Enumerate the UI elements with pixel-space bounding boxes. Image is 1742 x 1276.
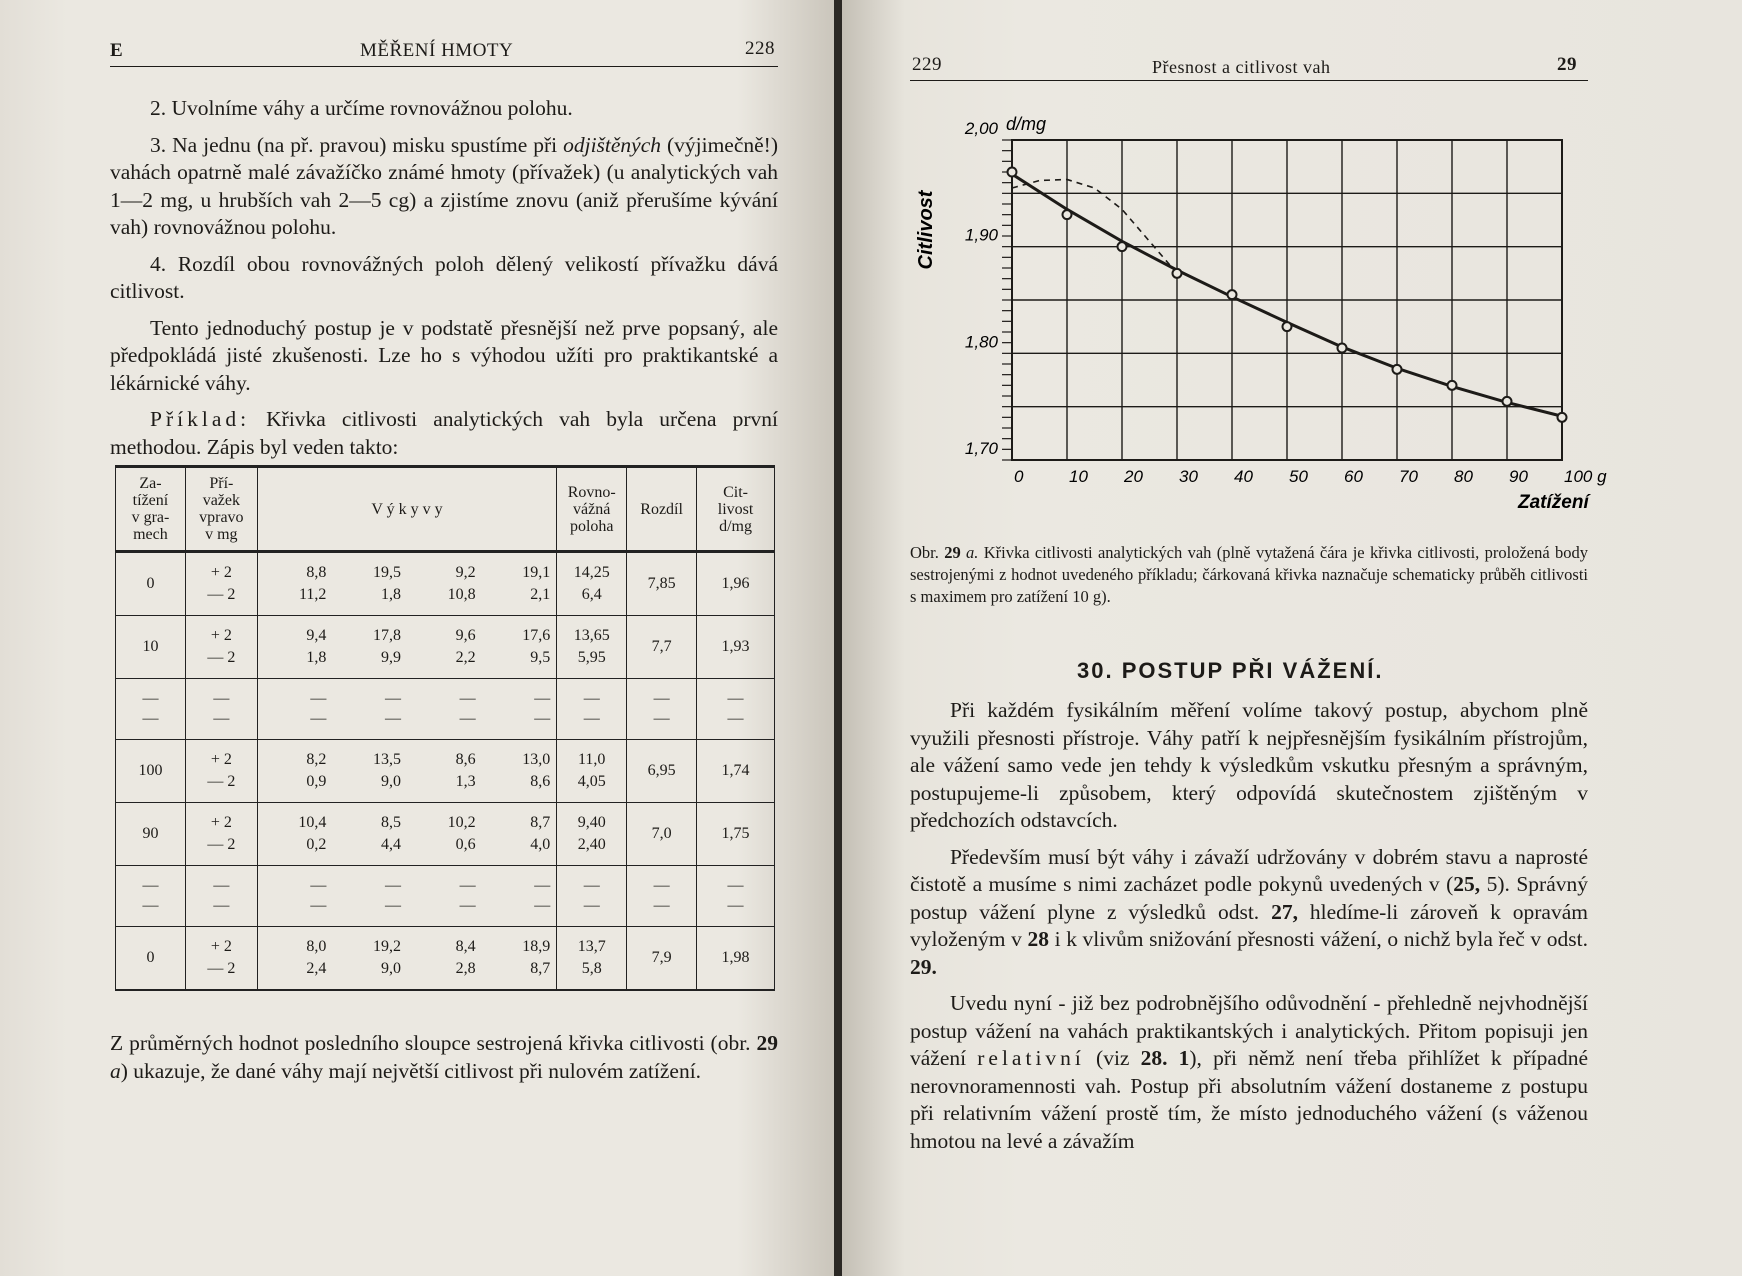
step-2: 2. Uvolníme váhy a určíme rovnovážnou polohu. <box>150 96 573 120</box>
rider-plus: + 2 <box>210 751 232 768</box>
dash-cell: — — — — — — — — <box>257 866 556 927</box>
x-tick-label: 90 <box>1509 467 1528 486</box>
cell-load: 100 <box>116 740 186 803</box>
dash-cell: — — <box>627 866 697 927</box>
y-tick-label: 1,80 <box>964 332 998 352</box>
swing-value: 9,9 <box>381 649 402 666</box>
swing-value: 2,1 <box>530 586 551 603</box>
eq-value: 5,8 <box>581 960 602 977</box>
eq-value: 11,0 <box>578 751 606 768</box>
swing-value: 8,8 <box>306 564 327 581</box>
cell-sensitivity: 1,74 <box>697 740 775 803</box>
page-number-right: 229 <box>912 54 942 75</box>
data-point <box>1173 269 1182 278</box>
dash-cell: — — <box>185 866 257 927</box>
swing-value: 1,8 <box>381 586 402 603</box>
header-rider: Pří- važek vpravo v mg <box>185 467 257 552</box>
rider-plus: + 2 <box>210 627 232 644</box>
swing-value: 10,4 <box>298 814 327 831</box>
x-tick-label: 0 <box>1014 467 1024 486</box>
swing-value: 13,5 <box>373 751 402 768</box>
data-point <box>1118 242 1127 251</box>
swing-value: 10,8 <box>447 586 476 603</box>
y-axis-label: Citlivost <box>915 190 937 270</box>
swing-value: 0,6 <box>455 836 476 853</box>
dash-cell: — — <box>697 679 775 740</box>
head-rule <box>110 66 778 67</box>
dash-cell: — — <box>627 679 697 740</box>
cell-difference: 7,7 <box>627 616 697 679</box>
cell-difference: 7,0 <box>627 803 697 866</box>
right-text <box>910 697 1588 1164</box>
figure-caption: Obr. 29 a. Křivka citlivosti analytických vah (plně vytažená čára je křivka citlivosti, proložená body sestrojenými z hodnot uvedeného příkladu; čárkovaná křivka naznačuje schematicky průběh citlivosti s maximem pro zatížení 10 g). <box>910 543 1588 606</box>
sensitivity-chart <box>902 110 1622 540</box>
x-tick-label: 20 <box>1124 467 1143 486</box>
cell-load: 0 <box>116 927 186 991</box>
eq-value: 4,05 <box>577 773 606 790</box>
cell-sensitivity: 1,75 <box>697 803 775 866</box>
head-title-right: Přesnost a citlivost vah <box>1152 57 1331 77</box>
head-letter: E <box>110 40 124 61</box>
swing-value: 9,0 <box>381 773 402 790</box>
swing-value: 0,2 <box>306 836 327 853</box>
cell-sensitivity: 1,93 <box>697 616 775 679</box>
dash-cell: — — <box>557 679 627 740</box>
header-swings: V ý k y v y <box>257 467 556 552</box>
swing-value: 8,4 <box>455 938 476 955</box>
cell-equilibrium <box>557 616 627 679</box>
swing-value: 9,2 <box>455 564 476 581</box>
cell-rider <box>185 616 257 679</box>
rider-minus: — 2 <box>207 773 236 790</box>
header-difference: Rozdíl <box>627 467 697 552</box>
x-tick-label: 80 <box>1454 467 1473 486</box>
swing-value: 8,0 <box>306 938 327 955</box>
dash-cell: — — <box>116 866 186 927</box>
y-tick-label: 1,70 <box>964 439 998 458</box>
table-row <box>116 552 775 616</box>
cell-rider <box>185 552 257 616</box>
x-tick-label: 40 <box>1234 467 1253 486</box>
data-point <box>1228 290 1237 299</box>
dash-cell: — — — — — — — — <box>257 679 556 740</box>
swing-value: 8,2 <box>306 751 327 768</box>
dash-cell: — — <box>185 679 257 740</box>
dash-cell: — — <box>557 866 627 927</box>
swing-value: 2,2 <box>455 649 476 666</box>
left-page <box>0 0 838 1276</box>
header-sensitivity: Cit- livost d/mg <box>697 467 775 552</box>
rider-minus: — 2 <box>207 649 236 666</box>
sensitivity-table <box>115 465 775 991</box>
eq-value: 9,40 <box>577 814 606 831</box>
swing-value: 17,8 <box>373 627 402 644</box>
y-tick-label: 2,00 <box>964 119 998 138</box>
swing-value: 8,7 <box>530 814 551 831</box>
cell-equilibrium <box>557 803 627 866</box>
cell-equilibrium <box>557 927 627 991</box>
rider-plus: + 2 <box>210 814 232 831</box>
dash-cell: — — <box>697 866 775 927</box>
x-axis-label: Zatížení <box>1518 492 1589 513</box>
left-text-top <box>110 95 778 470</box>
cell-difference: 7,85 <box>627 552 697 616</box>
cell-equilibrium <box>557 740 627 803</box>
swing-value: 8,6 <box>530 773 551 790</box>
swing-value: 8,6 <box>455 751 476 768</box>
eq-value: 13,7 <box>577 938 606 955</box>
table-row <box>116 866 775 927</box>
page-number: 228 <box>745 38 775 59</box>
step-3: 3. Na jednu (na př. pravou) misku spustíme při odjištěných (výjimečně!) vahách opatrně malé závažíčko známé hmoty (přívažek) (u analytických vah 1—2 mg, u hrubších vah 2—5 cg) a zjistíme znovu (aniž přerušíme kývání vah) rovnovážnou polohu. <box>110 132 779 239</box>
table-row <box>116 679 775 740</box>
cell-equilibrium <box>557 552 627 616</box>
cell-swings <box>257 803 556 866</box>
rider-plus: + 2 <box>210 564 232 581</box>
x-tick-label: 70 <box>1399 467 1418 486</box>
data-point <box>1503 397 1512 406</box>
swing-value: 4,0 <box>530 836 551 853</box>
section-title: 30. POSTUP PŘI VÁŽENÍ. <box>1077 658 1384 683</box>
swing-value: 1,8 <box>306 649 327 666</box>
dash-cell: — — <box>116 679 186 740</box>
table-row <box>116 927 775 991</box>
swing-value: 19,1 <box>522 564 551 581</box>
header-equilibrium: Rovno- vážná poloha <box>557 467 627 552</box>
swing-value: 9,0 <box>381 960 402 977</box>
x-tick-label: 100 g <box>1564 467 1607 486</box>
cell-rider <box>185 740 257 803</box>
data-point <box>1338 344 1347 353</box>
y-tick-label: 1,90 <box>964 225 998 245</box>
para-2: Především musí být váhy i závaží udržovány v dobrém stavu a naprosté čistotě a musíme s nimi zacházet podle pokynů uvedených v (25, 5). Správný postup vážení plyne z výsledků odst. 27, hledíme-li zároveň k opravám vyloženým v 28 i k vlivům snižování přesnosti vážení, o nichž byla řeč v odst. 29. <box>910 844 1588 979</box>
eq-value: 13,65 <box>573 627 610 644</box>
data-point <box>1393 365 1402 374</box>
x-tick-label: 10 <box>1069 467 1088 486</box>
step-4: 4. Rozdíl obou rovnovážných poloh dělený velikostí přívažku dává citlivost. <box>110 251 778 303</box>
data-point <box>1283 322 1292 331</box>
swing-value: 9,5 <box>530 649 551 666</box>
swing-value: 2,4 <box>306 960 327 977</box>
header-load: Za- tížení v gra- mech <box>116 467 186 552</box>
eq-value: 2,40 <box>577 836 606 853</box>
swing-value: 19,5 <box>373 564 402 581</box>
cell-rider <box>185 803 257 866</box>
cell-load: 90 <box>116 803 186 866</box>
rider-plus: + 2 <box>210 938 232 955</box>
rider-minus: — 2 <box>207 836 236 853</box>
chapter-number: 29 <box>1557 54 1577 75</box>
swing-value: 1,3 <box>455 773 476 790</box>
head-title: MĚŘENÍ HMOTY <box>360 40 514 61</box>
swing-value: 9,4 <box>306 627 327 644</box>
table-row <box>116 803 775 866</box>
y-unit-label: d/mg <box>1006 114 1047 134</box>
swing-value: 8,7 <box>530 960 551 977</box>
right-page <box>842 0 1742 1276</box>
cell-difference: 6,95 <box>627 740 697 803</box>
swing-value: 10,2 <box>447 814 476 831</box>
cell-swings <box>257 552 556 616</box>
conclusion: Z průměrných hodnot posledního sloupce sestrojená křivka citlivosti (obr. 29 a) ukazuje, že dané váhy mají největší citlivost při nulovém zatížení. <box>110 1031 778 1083</box>
table-row <box>116 616 775 679</box>
cell-load: 0 <box>116 552 186 616</box>
swing-value: 8,5 <box>381 814 402 831</box>
swing-value: 9,6 <box>455 627 476 644</box>
cell-sensitivity: 1,98 <box>697 927 775 991</box>
swing-value: 19,2 <box>373 938 402 955</box>
eq-value: 5,95 <box>577 649 606 666</box>
cell-swings <box>257 616 556 679</box>
cell-difference: 7,9 <box>627 927 697 991</box>
head-rule-right <box>910 80 1588 81</box>
data-point <box>1063 210 1072 219</box>
swing-value: 2,8 <box>455 960 476 977</box>
cell-swings <box>257 927 556 991</box>
para-simple: Tento jednoduchý postup je v podstatě přesnější než prve popsaný, ale předpokládá jisté zkušenosti. Lze ho s výhodou užíti pro praktikantské a lékárnické váhy. <box>110 315 778 395</box>
data-point <box>1008 168 1017 177</box>
example-para: Příklad: Křivka citlivosti analytických vah byla určena první methodou. Zápis byl veden takto: <box>110 407 778 459</box>
rider-minus: — 2 <box>207 586 236 603</box>
data-point <box>1448 381 1457 390</box>
swing-value: 11,2 <box>299 586 327 603</box>
swing-value: 0,9 <box>306 773 327 790</box>
rider-minus: — 2 <box>207 960 236 977</box>
x-tick-label: 50 <box>1289 467 1308 486</box>
para-1: Při každém fysikálním měření volíme takový postup, abychom plně využili přesnosti přístroje. Váhy patří k nejpřesnějším fysikálním přístrojům, ale vážení samo vede jen tehdy k výsledkům vskutku přesným a správným, postupujeme-li způsobem, který odpovídá skutečnostem zjištěným v předchozích odstavcích. <box>910 698 1588 832</box>
swing-value: 18,9 <box>522 938 551 955</box>
table-row <box>116 740 775 803</box>
swing-value: 13,0 <box>522 751 551 768</box>
x-tick-label: 30 <box>1179 467 1198 486</box>
para-3: Uvedu nyní - již bez podrobnějšího odůvodnění - přehledně nejvhodnější postup vážení na vahách praktikantských i analytických. Přitom popisuji jen vážení relativní (viz 28. 1), při němž není třeba přihlížet k případné nerovnoramennosti vah. Postup při absolutním vážení dostaneme z postupu při relativním vážení prostě tím, že místo jednoduchého vážení (s váženou hmotou na levé a závažím <box>910 991 1588 1153</box>
data-point <box>1558 413 1567 422</box>
cell-swings <box>257 740 556 803</box>
cell-sensitivity: 1,96 <box>697 552 775 616</box>
cell-rider <box>185 927 257 991</box>
swing-value: 17,6 <box>522 627 551 644</box>
table-header-row <box>116 467 775 552</box>
eq-value: 6,4 <box>581 586 602 603</box>
x-tick-label: 60 <box>1344 467 1363 486</box>
cell-load: 10 <box>116 616 186 679</box>
eq-value: 14,25 <box>573 564 610 581</box>
swing-value: 4,4 <box>381 836 402 853</box>
